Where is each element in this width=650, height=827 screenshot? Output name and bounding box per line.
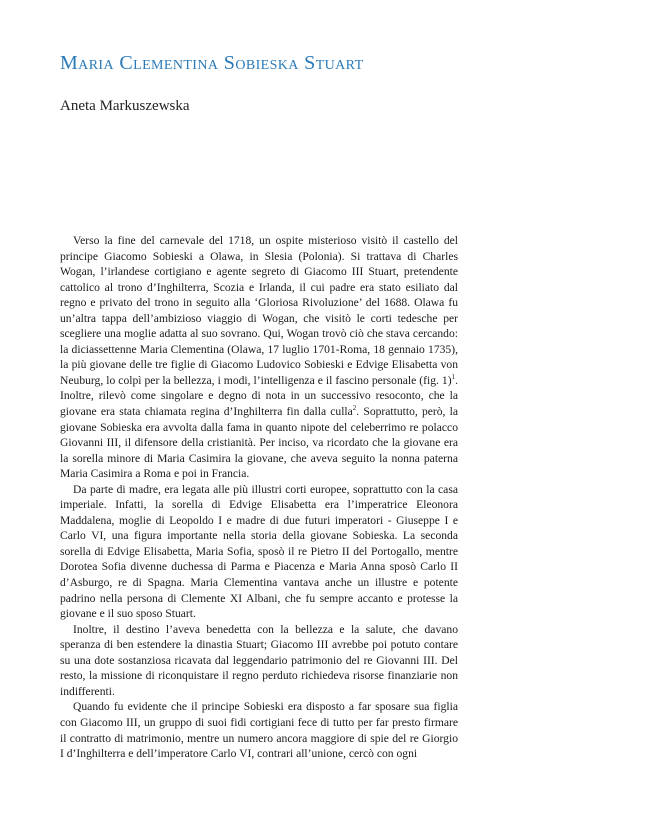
- paragraph-3: Inoltre, il destino l’aveva benedetta con la bellezza e la salute, che davano speranza di ben estendere la dinastia Stuart; Giacomo III avrebbe poi potuto contare su una dote sostanziosa ricavata dal leggendario patrimonio del re Giovanni III. Del resto, la missione di riconquistare il regno perduto richiedeva risorse finanziarie non indifferenti.: [60, 622, 458, 698]
- article-title: Maria Clementina Sobieska Stuart: [60, 52, 364, 74]
- footnote-ref-1[interactable]: 1: [451, 373, 456, 382]
- paragraph-1: [60, 233, 458, 482]
- footnote-ref-2[interactable]: 2: [352, 404, 357, 413]
- paragraph-1-part-b: . Inoltre, rilevò come singolare e degno di nota in un successivo resoconto, che la giovane era stata chiamata regina d’Inghilterra fin dalla culla: [60, 373, 458, 419]
- paragraph-1-part-a: Verso la fine del carnevale del 1718, un ospite misterioso visitò il castello del principe Giacomo Sobieski a Olawa, in Slesia (Polonia). Si trattava di Charles Wogan, l’irlandese cortigiano e agente segreto di Giacomo III Stuart, pretendente cattolico al trono d’Inghilterra, Scozia e Irlanda, il cui padre era stato esiliato dal regno e privato del trono in seguito alla ‘Gloriosa Rivoluzione’ del 1688. Olawa fu un’altra tappa dell’ambizioso viaggio di Wogan, che visitò le corti tedesche per scegliere una moglie adatta al suo sovrano. Qui, Wogan trovò ciò che stava cercando: la diciassettenne Maria Clementina (Olawa, 17 luglio 1701-Roma, 18 gennaio 1735), la più giovane delle tre figlie di Giacomo Ludovico Sobieski e Edvige Elisabetta von Neuburg, lo colpì per la bellezza, i modi, l’intelligenza e il fascino personale (fig. 1): [60, 234, 458, 387]
- paragraph-2: Da parte di madre, era legata alle più illustri corti europee, soprattutto con la casa imperiale. Infatti, la sorella di Edvige Elisabetta era l’imperatrice Eleonora Maddalena, moglie di Leopoldo I e madre di due futuri imperatori - Giuseppe I e Carlo VI, una figura importante nella storia della giovane Sobieska. La seconda sorella di Edvige Elisabetta, Maria Sofia, sposò il re Pietro II del Portogallo, mentre Dorotea Sofia divenne duchessa di Parma e Piacenza e Maria Anna sposò Carlo II d’Asburgo, re di Spagna. Maria Clementina vantava anche un illustre e potente padrino nella persona di Clemente XI Albani, che fu sempre accanto e protesse la giovane e il suo sposo Stuart.: [60, 482, 458, 621]
- paragraph-4: Quando fu evidente che il principe Sobieski era disposto a far sposare sua figlia con Giacomo III, un gruppo di suoi fidi cortigiani fece di tutto per far presto firmare il contratto di matrimonio, mentre un numero ancora maggiore di spie del re Giorgio I d’Inghilterra e dell’imperatore Carlo VI, contrari all’unione, cercò con ogni: [60, 700, 458, 761]
- article-body: [60, 233, 458, 762]
- paragraph-1-part-c: . Soprattutto, però, la giovane Sobieska era avvolta dalla fama in quanto nipote del celeberrimo re polacco Giovanni III, il difensore della cristianità. Per inciso, va ricordato che la giovane era la sorella minore di Maria Casimira la giovane, che aveva seguito la nonna paterna Maria Casimira a Roma e poi in Francia.: [60, 405, 458, 481]
- author-name: Aneta Markuszewska: [60, 98, 190, 114]
